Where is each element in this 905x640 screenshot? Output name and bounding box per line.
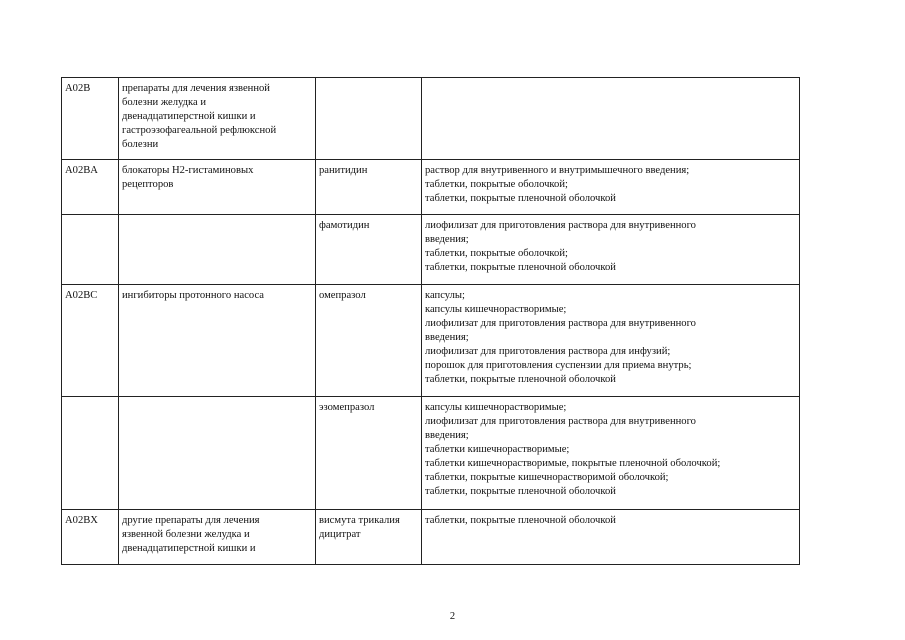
group-cell: ингибиторы протонного насоса xyxy=(119,285,316,397)
group-cell: препараты для лечения язвенной болезни желудка и двенадцатиперстной кишки и гастроэзофагеальной рефлюксной болезни xyxy=(119,78,316,160)
page-number: 2 xyxy=(449,611,456,622)
table-row xyxy=(62,215,800,285)
table-row xyxy=(62,397,800,510)
dosage-forms-cell: таблетки, покрытые пленочной оболочкой xyxy=(422,510,800,565)
drug-name-cell: висмута трикалия дицитрат xyxy=(316,510,422,565)
table-row xyxy=(62,285,800,397)
table-row xyxy=(62,160,800,215)
drug-name-cell: омепразол xyxy=(316,285,422,397)
dosage-forms-cell xyxy=(422,78,800,160)
atc-code-cell xyxy=(62,397,119,510)
group-cell xyxy=(119,215,316,285)
drug-name-cell: ранитидин xyxy=(316,160,422,215)
group-cell: блокаторы H2-гистаминовых рецепторов xyxy=(119,160,316,215)
dosage-forms-cell: капсулы кишечнорастворимые; лиофилизат для приготовления раствора для внутривенного введения; таблетки кишечнорастворимые; таблетки кишечнорастворимые, покрытые пленочной оболочкой; таблетки, покрытые кишечнорастворимой оболочкой; таблетки, покрытые пленочной оболочкой xyxy=(422,397,800,510)
drug-name-cell: фамотидин xyxy=(316,215,422,285)
atc-code-cell xyxy=(62,215,119,285)
dosage-forms-cell: раствор для внутривенного и внутримышечного введения; таблетки, покрытые оболочкой; таблетки, покрытые пленочной оболочкой xyxy=(422,160,800,215)
dosage-forms-cell: капсулы; капсулы кишечнорастворимые; лиофилизат для приготовления раствора для внутривенного введения; лиофилизат для приготовления раствора для инфузий; порошок для приготовления суспензии для приема внутрь; таблетки, покрытые пленочной оболочкой xyxy=(422,285,800,397)
atc-code-cell: A02BA xyxy=(62,160,119,215)
drug-name-cell xyxy=(316,78,422,160)
drug-table xyxy=(61,77,800,565)
group-cell xyxy=(119,397,316,510)
group-cell: другие препараты для лечения язвенной болезни желудка и двенадцатиперстной кишки и xyxy=(119,510,316,565)
atc-code-cell: A02B xyxy=(62,78,119,160)
atc-code-cell: A02BC xyxy=(62,285,119,397)
drug-name-cell: эзомепразол xyxy=(316,397,422,510)
atc-code-cell: A02BX xyxy=(62,510,119,565)
dosage-forms-cell: лиофилизат для приготовления раствора для внутривенного введения; таблетки, покрытые оболочкой; таблетки, покрытые пленочной оболочкой xyxy=(422,215,800,285)
table-row xyxy=(62,78,800,160)
table-row xyxy=(62,510,800,565)
